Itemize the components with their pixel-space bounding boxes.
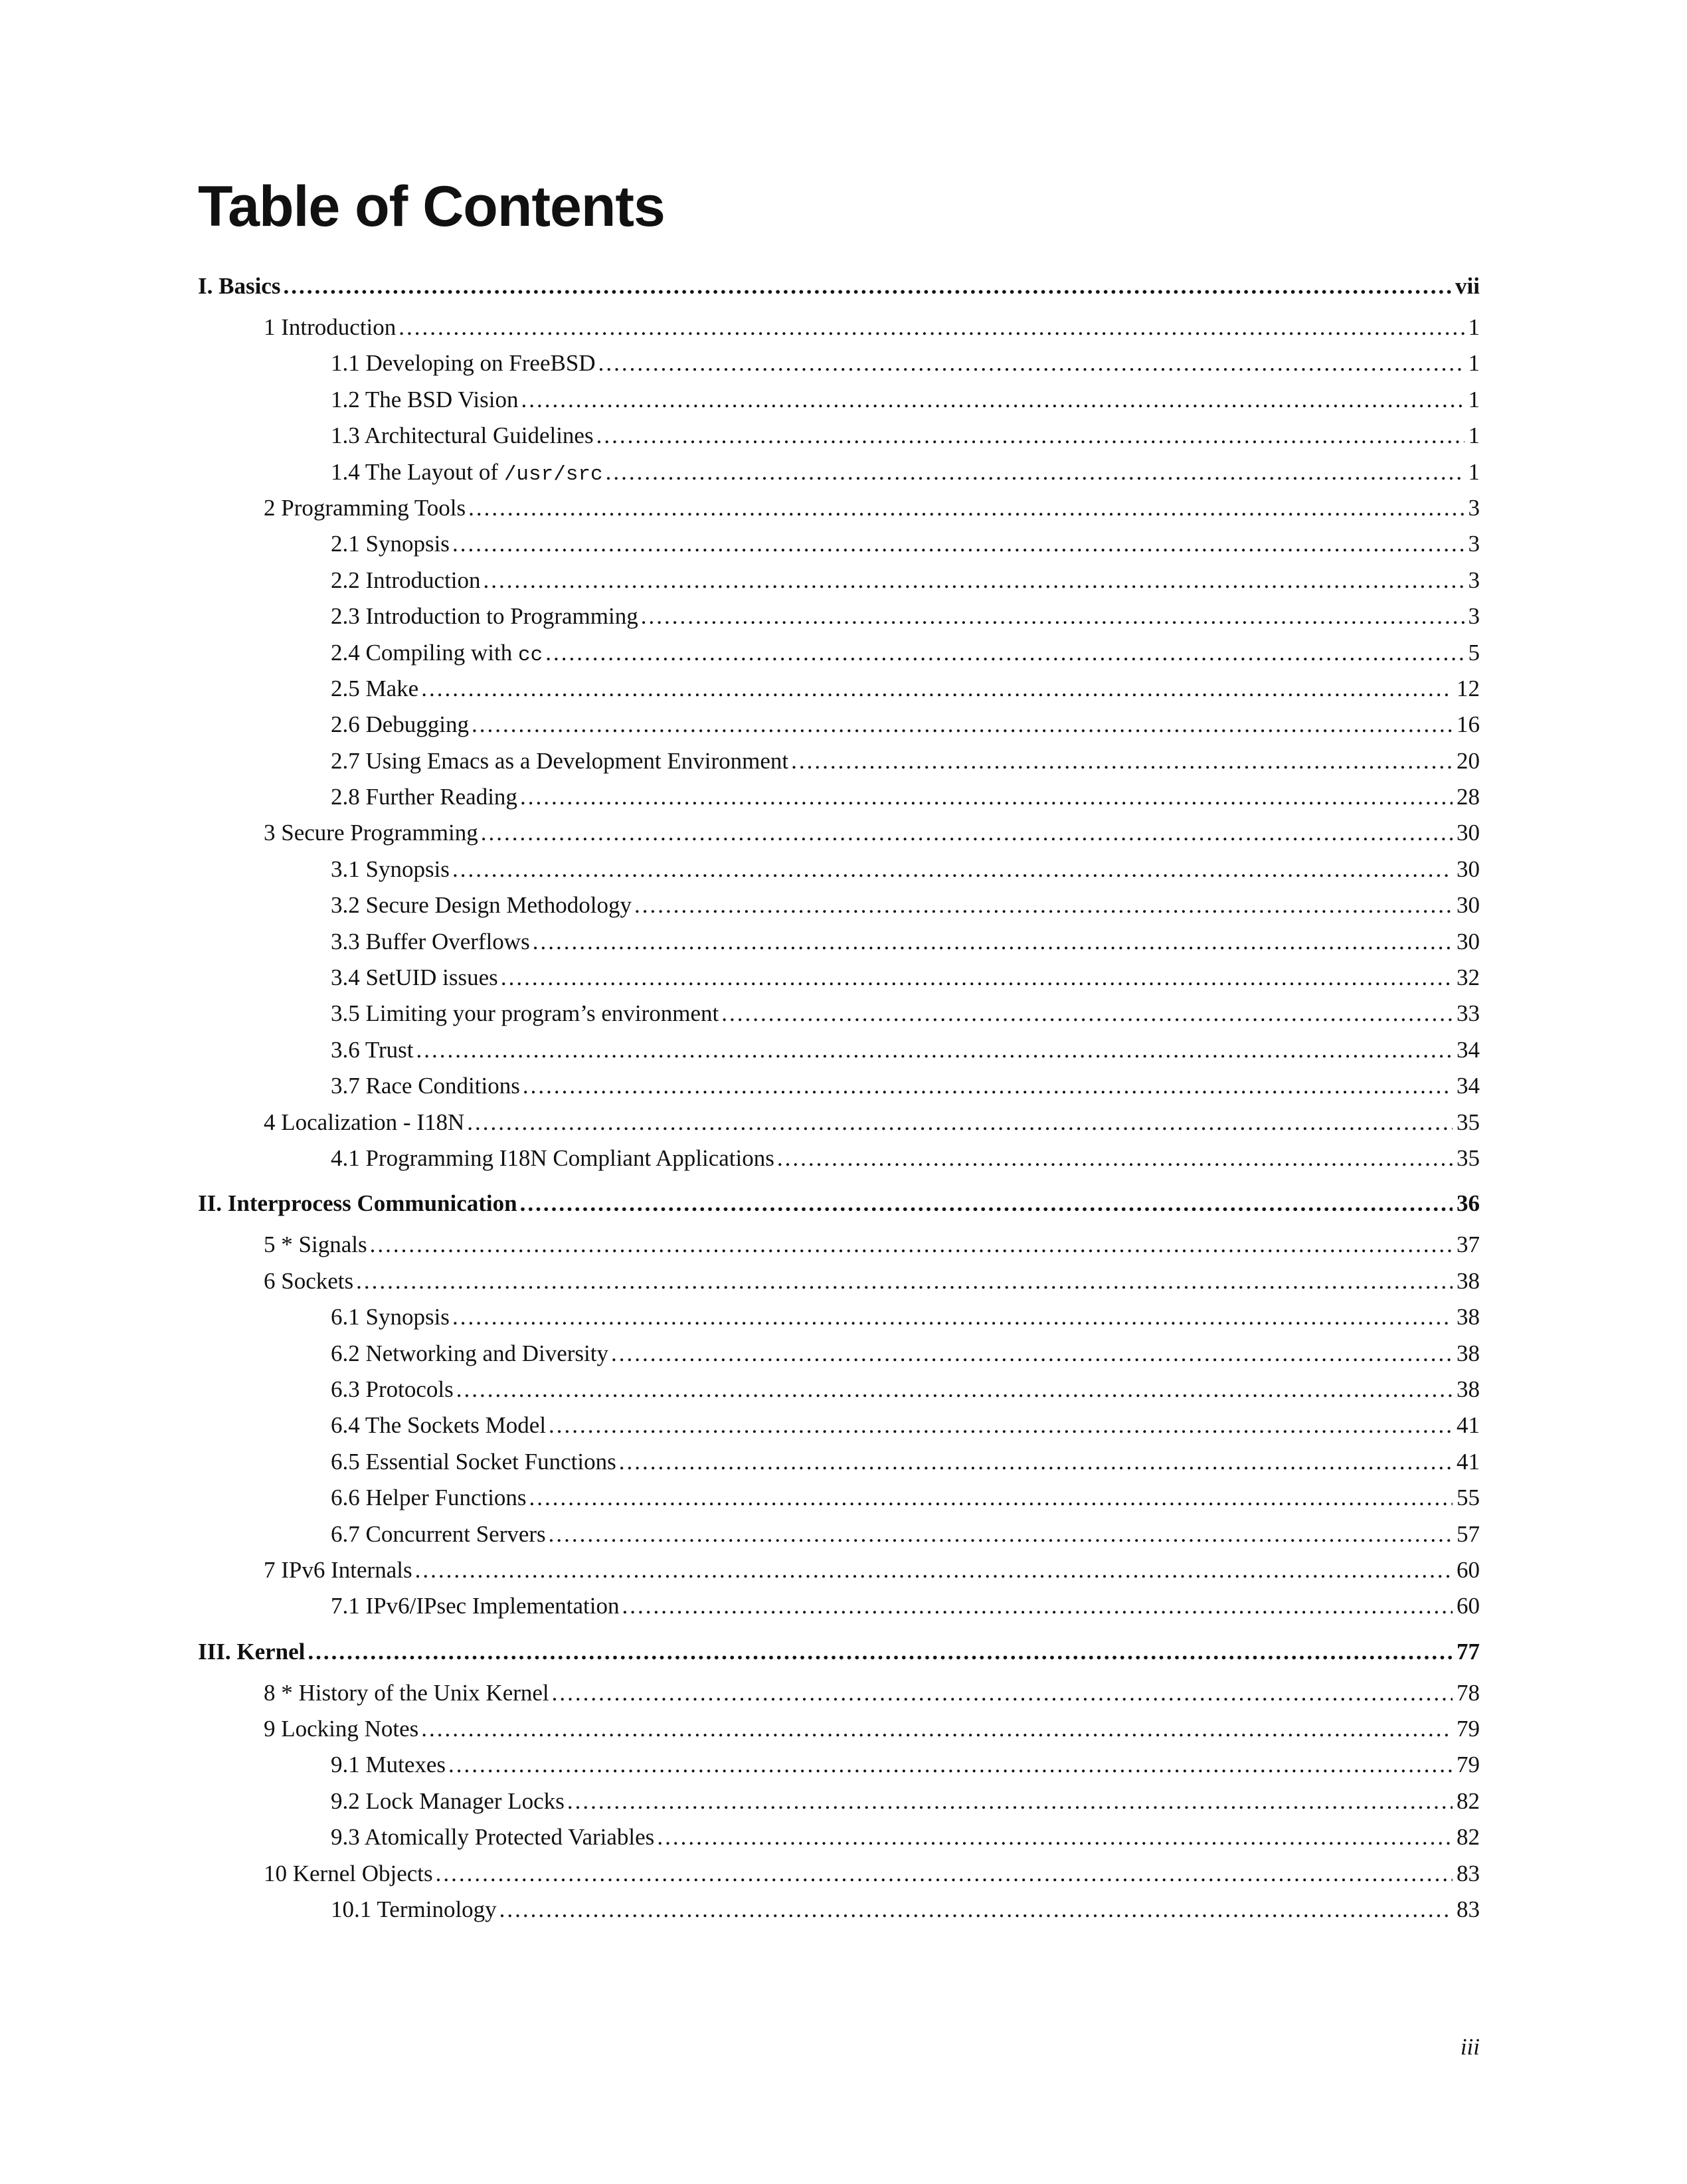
- toc-entry-section[interactable]: [198, 1144, 1480, 1180]
- toc-entry-section[interactable]: [198, 1787, 1480, 1823]
- toc-entry-title-text: 5 * Signals: [264, 1231, 367, 1258]
- dot-leader: [520, 783, 1453, 811]
- toc-entry-page: 32: [1457, 964, 1480, 991]
- toc-entry-title-text: 1.4 The Layout of: [331, 458, 504, 485]
- dot-leader: [468, 494, 1464, 522]
- toc-entry-title-text: 9.3 Atomically Protected Variables: [331, 1824, 655, 1851]
- dot-leader: [370, 1231, 1453, 1259]
- toc-entry-title-text: 6.4 The Sockets Model: [331, 1412, 547, 1439]
- toc-entry-page: 33: [1457, 1000, 1480, 1027]
- toc-entry-chapter[interactable]: [198, 1267, 1480, 1303]
- dot-leader: [549, 1520, 1453, 1548]
- toc-entry-title-text: 2.3 Introduction to Programming: [331, 603, 638, 630]
- toc-entry-title-text: 9.2 Lock Manager Locks: [331, 1787, 565, 1814]
- dot-leader: [283, 272, 1451, 300]
- toc-entry-page: 35: [1457, 1109, 1480, 1135]
- toc-entry-page: 38: [1457, 1267, 1480, 1294]
- toc-entry-title-text: 3.7 Race Conditions: [331, 1073, 520, 1099]
- toc-entry-page: vii: [1455, 273, 1480, 299]
- toc-entry-page: 20: [1457, 747, 1480, 774]
- toc-entry-title-text: 2.1 Synopsis: [331, 531, 450, 557]
- page-title: Table of Contents: [198, 175, 665, 238]
- toc-entry-page: 1: [1468, 350, 1480, 377]
- dot-leader: [611, 1340, 1453, 1368]
- toc-entry-page: 3: [1468, 531, 1480, 557]
- table-of-contents: [198, 272, 1480, 1932]
- toc-entry-title-text: 6.3 Protocols: [331, 1376, 454, 1402]
- toc-entry-section[interactable]: [198, 1484, 1480, 1520]
- dot-leader: [421, 675, 1453, 703]
- toc-entry-title: [331, 964, 498, 992]
- toc-entry-title-text: 9 Locking Notes: [264, 1716, 419, 1742]
- toc-entry-title-text: 2 Programming Tools: [264, 494, 466, 521]
- toc-entry-title-text: 2.8 Further Reading: [331, 784, 517, 810]
- toc-entry-chapter[interactable]: [198, 1231, 1480, 1267]
- toc-entry-title: [331, 1448, 616, 1476]
- toc-entry-title-text: 2.2 Introduction: [331, 567, 481, 593]
- toc-entry-section[interactable]: [198, 928, 1480, 964]
- toc-entry-title: [198, 272, 280, 300]
- toc-entry-title: [331, 856, 450, 883]
- toc-entry-title-text: 7.1 IPv6/IPsec Implementation: [331, 1593, 620, 1619]
- toc-entry-title: [331, 675, 418, 703]
- toc-entry-title: [331, 1036, 414, 1064]
- toc-entry-title-text: 3.3 Buffer Overflows: [331, 928, 530, 955]
- toc-entry-page: 3: [1468, 603, 1480, 630]
- dot-leader: [634, 891, 1453, 919]
- toc-entry-title: [331, 422, 594, 450]
- toc-entry-title-text: I. Basics: [198, 273, 281, 299]
- toc-entry-page: 1: [1468, 386, 1480, 412]
- toc-entry-part[interactable]: [198, 272, 1480, 314]
- toc-entry-title: [331, 1411, 546, 1439]
- toc-entry-page: 28: [1457, 784, 1480, 810]
- toc-entry-title: [331, 386, 518, 414]
- toc-entry-title: [331, 1896, 497, 1924]
- page-number: iii: [1460, 2034, 1480, 2060]
- toc-entry-chapter[interactable]: [198, 819, 1480, 855]
- toc-entry-part[interactable]: [198, 1190, 1480, 1231]
- toc-entry-title: [331, 1303, 450, 1331]
- dot-leader: [356, 1267, 1453, 1295]
- toc-entry-part[interactable]: [198, 1638, 1480, 1679]
- dot-leader: [791, 747, 1453, 775]
- toc-entry-page: 38: [1457, 1304, 1480, 1330]
- toc-entry-title: [331, 783, 517, 811]
- dot-leader: [545, 639, 1464, 667]
- toc-entry-title: [331, 1144, 774, 1172]
- toc-entry-page: 60: [1457, 1556, 1480, 1583]
- toc-entry-section[interactable]: [198, 1896, 1480, 1932]
- toc-entry-title-text: III. Kernel: [198, 1638, 306, 1665]
- dot-leader: [529, 1484, 1453, 1512]
- dot-leader: [549, 1411, 1453, 1439]
- toc-entry-section[interactable]: [198, 349, 1480, 385]
- toc-entry-title-text: II. Interprocess Communication: [198, 1190, 517, 1217]
- dot-leader: [567, 1787, 1453, 1815]
- toc-entry-section[interactable]: [198, 1303, 1480, 1339]
- toc-entry-title-text: 2.7 Using Emacs as a Development Environment: [331, 747, 789, 774]
- toc-entry-section[interactable]: [198, 856, 1480, 891]
- toc-entry-title-text: 10.1 Terminology: [331, 1896, 497, 1923]
- toc-entry-section[interactable]: [198, 530, 1480, 566]
- toc-entry-chapter[interactable]: [198, 1109, 1480, 1144]
- dot-leader: [657, 1823, 1453, 1851]
- toc-entry-title: [264, 1556, 412, 1584]
- toc-entry-chapter[interactable]: [198, 1715, 1480, 1751]
- toc-entry-section[interactable]: [198, 1411, 1480, 1447]
- toc-entry-title-text: 3.4 SetUID issues: [331, 964, 498, 991]
- dot-leader: [436, 1860, 1453, 1888]
- toc-entry-title: [331, 928, 530, 956]
- toc-entry-title-text: 3.5 Limiting your program’s environment: [331, 1000, 719, 1027]
- dot-leader: [606, 458, 1465, 486]
- toc-entry-page: 1: [1468, 314, 1480, 340]
- toc-entry-title: [264, 1715, 418, 1743]
- toc-entry-page: 38: [1457, 1376, 1480, 1402]
- toc-entry-page: 1: [1468, 458, 1480, 485]
- toc-entry-title-text: 3.1 Synopsis: [331, 856, 450, 882]
- toc-entry-title: [331, 458, 603, 487]
- toc-entry-title-text: 1.3 Architectural Guidelines: [331, 422, 594, 449]
- toc-entry-title: [331, 602, 638, 630]
- toc-entry-page: 38: [1457, 1340, 1480, 1366]
- toc-entry-section[interactable]: [198, 422, 1480, 458]
- toc-entry-section[interactable]: [198, 1823, 1480, 1859]
- dot-leader: [533, 928, 1453, 956]
- dot-leader: [596, 422, 1465, 450]
- toc-entry-title: [331, 1520, 546, 1548]
- toc-entry-section[interactable]: [198, 675, 1480, 711]
- toc-entry-title-text: 4 Localization - I18N: [264, 1109, 465, 1135]
- toc-entry-section[interactable]: [198, 747, 1480, 783]
- toc-entry-title-text: 7 IPv6 Internals: [264, 1556, 412, 1583]
- dot-leader: [499, 1896, 1453, 1924]
- toc-entry-section[interactable]: [198, 1592, 1480, 1628]
- toc-entry-page: 37: [1457, 1231, 1480, 1258]
- dot-leader: [521, 386, 1464, 414]
- toc-entry-chapter[interactable]: [198, 314, 1480, 349]
- toc-entry-page: 57: [1457, 1520, 1480, 1547]
- toc-entry-title: [331, 1484, 527, 1512]
- toc-entry-title-text: 3.6 Trust: [331, 1036, 414, 1063]
- toc-entry-page: 34: [1457, 1036, 1480, 1063]
- dot-leader: [421, 1715, 1453, 1743]
- toc-entry-section[interactable]: [198, 1340, 1480, 1376]
- toc-entry-title: [264, 494, 466, 522]
- toc-entry-title: [264, 1109, 464, 1137]
- toc-entry-page: 30: [1457, 892, 1480, 919]
- dot-leader: [452, 530, 1465, 558]
- toc-entry-title-text: 6.5 Essential Socket Functions: [331, 1448, 616, 1475]
- toc-entry-page: 35: [1457, 1144, 1480, 1171]
- toc-entry-title: [331, 1072, 520, 1100]
- toc-entry-title: [331, 1000, 719, 1028]
- toc-entry-title: [331, 567, 481, 594]
- toc-entry-page: 83: [1457, 1896, 1480, 1923]
- dot-leader: [399, 314, 1464, 341]
- dot-leader: [484, 567, 1465, 594]
- toc-entry-title: [198, 1190, 517, 1218]
- toc-entry-title-text: 6 Sockets: [264, 1267, 354, 1294]
- toc-entry-title-text: 2.4 Compiling with: [331, 639, 518, 666]
- dot-leader: [467, 1109, 1453, 1137]
- toc-entry-title: [331, 1787, 565, 1815]
- toc-entry-title: [264, 819, 478, 847]
- toc-entry-title-text: 6.6 Helper Functions: [331, 1485, 527, 1511]
- toc-entry-section[interactable]: [198, 1448, 1480, 1484]
- toc-entry-page: 55: [1457, 1485, 1480, 1511]
- toc-entry-title: [264, 1860, 433, 1888]
- toc-entry-section[interactable]: [198, 711, 1480, 747]
- toc-entry-title: [331, 747, 788, 775]
- dot-leader: [456, 1376, 1453, 1404]
- toc-entry-section[interactable]: [198, 1376, 1480, 1411]
- toc-entry-title-text: 3 Secure Programming: [264, 820, 478, 846]
- toc-entry-title: [264, 1679, 549, 1707]
- toc-entry-section[interactable]: [198, 783, 1480, 819]
- toc-entry-title: [331, 349, 596, 377]
- toc-entry-title-text: 6.7 Concurrent Servers: [331, 1520, 546, 1547]
- toc-entry-section[interactable]: [198, 964, 1480, 1000]
- dot-leader: [622, 1592, 1453, 1620]
- toc-entry-page: 16: [1457, 711, 1480, 738]
- toc-entry-page: 82: [1457, 1787, 1480, 1814]
- toc-entry-page: 12: [1457, 675, 1480, 701]
- dot-leader: [721, 1000, 1453, 1028]
- dot-leader: [523, 1072, 1453, 1100]
- toc-entry-page: 79: [1457, 1752, 1480, 1778]
- toc-entry-title-text: 2.5 Make: [331, 675, 419, 701]
- dot-leader: [448, 1751, 1453, 1779]
- toc-entry-title: [331, 711, 469, 739]
- toc-entry-title-text: 8 * History of the Unix Kernel: [264, 1679, 549, 1706]
- toc-entry-section[interactable]: [198, 602, 1480, 638]
- toc-entry-page: 82: [1457, 1824, 1480, 1851]
- toc-entry-page: 3: [1468, 567, 1480, 593]
- toc-entry-page: 77: [1457, 1638, 1480, 1665]
- dot-leader: [777, 1144, 1453, 1172]
- dot-leader: [619, 1448, 1453, 1476]
- toc-entry-title: [331, 1592, 620, 1620]
- dot-leader: [481, 819, 1453, 847]
- toc-entry-title: [331, 530, 450, 558]
- toc-entry-code: /usr/src: [503, 462, 603, 486]
- toc-entry-page: 5: [1468, 639, 1480, 666]
- toc-entry-title: [264, 1267, 353, 1295]
- toc-entry-title: [331, 639, 543, 668]
- toc-entry-title-text: 1.1 Developing on FreeBSD: [331, 350, 596, 377]
- toc-entry-page: 30: [1457, 928, 1480, 955]
- dot-leader: [452, 856, 1453, 883]
- dot-leader: [472, 711, 1453, 739]
- toc-entry-code: cc: [517, 643, 543, 667]
- toc-entry-title: [331, 1376, 454, 1404]
- toc-entry-title: [331, 1751, 446, 1779]
- toc-entry-page: 78: [1457, 1679, 1480, 1706]
- toc-entry-section[interactable]: [198, 567, 1480, 602]
- toc-entry-page: 3: [1468, 494, 1480, 521]
- toc-entry-title-text: 3.2 Secure Design Methodology: [331, 892, 632, 919]
- toc-entry-page: 60: [1457, 1593, 1480, 1619]
- toc-entry-chapter[interactable]: [198, 1556, 1480, 1592]
- toc-entry-section[interactable]: [198, 458, 1480, 494]
- toc-entry-page: 1: [1468, 422, 1480, 449]
- toc-entry-section[interactable]: [198, 1000, 1480, 1036]
- toc-entry-page: 30: [1457, 820, 1480, 846]
- toc-entry-title-text: 4.1 Programming I18N Compliant Applications: [331, 1144, 774, 1171]
- toc-entry-section[interactable]: [198, 1072, 1480, 1108]
- dot-leader: [416, 1036, 1453, 1064]
- toc-entry-page: 30: [1457, 856, 1480, 882]
- toc-entry-section[interactable]: [198, 386, 1480, 422]
- toc-entry-title: [331, 891, 632, 919]
- toc-entry-page: 34: [1457, 1073, 1480, 1099]
- toc-entry-section[interactable]: [198, 1751, 1480, 1787]
- toc-entry-title: [331, 1340, 608, 1368]
- toc-entry-chapter[interactable]: [198, 1860, 1480, 1896]
- toc-entry-page: 41: [1457, 1412, 1480, 1439]
- toc-entry-chapter[interactable]: [198, 1679, 1480, 1715]
- toc-entry-chapter[interactable]: [198, 494, 1480, 530]
- toc-entry-title: [331, 1823, 654, 1851]
- dot-leader: [452, 1303, 1453, 1331]
- toc-entry-title-text: 6.2 Networking and Diversity: [331, 1340, 608, 1366]
- dot-leader: [415, 1556, 1453, 1584]
- dot-leader: [501, 964, 1453, 992]
- toc-entry-title-text: 1 Introduction: [264, 314, 397, 340]
- toc-entry-section[interactable]: [198, 639, 1480, 675]
- toc-entry-title-text: 2.6 Debugging: [331, 711, 470, 738]
- toc-entry-page: 41: [1457, 1448, 1480, 1475]
- toc-entry-page: 83: [1457, 1860, 1480, 1886]
- dot-leader: [552, 1679, 1453, 1707]
- toc-entry-section[interactable]: [198, 891, 1480, 927]
- toc-entry-page: 36: [1457, 1190, 1480, 1217]
- toc-entry-section[interactable]: [198, 1036, 1480, 1072]
- dot-leader: [641, 602, 1465, 630]
- toc-entry-title-text: 6.1 Synopsis: [331, 1304, 450, 1330]
- toc-entry-title-text: 1.2 The BSD Vision: [331, 386, 519, 412]
- toc-entry-title: [264, 1231, 367, 1259]
- toc-entry-title-text: 9.1 Mutexes: [331, 1752, 446, 1778]
- dot-leader: [308, 1638, 1453, 1666]
- toc-entry-page: 79: [1457, 1716, 1480, 1742]
- dot-leader: [520, 1190, 1453, 1218]
- toc-entry-title: [264, 314, 396, 341]
- toc-entry-title: [198, 1638, 305, 1666]
- toc-entry-section[interactable]: [198, 1520, 1480, 1556]
- dot-leader: [598, 349, 1465, 377]
- toc-entry-title-text: 10 Kernel Objects: [264, 1860, 433, 1886]
